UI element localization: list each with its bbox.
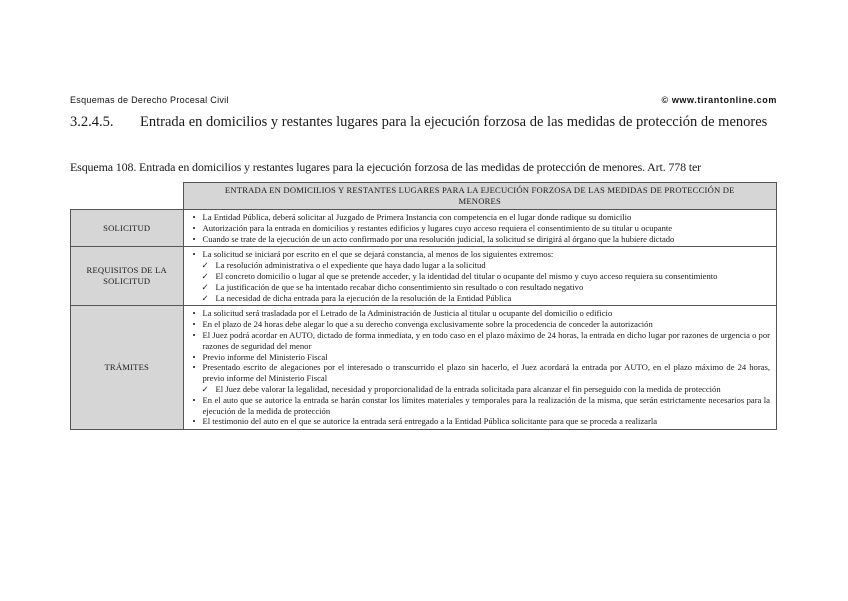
bullet-list <box>190 308 771 427</box>
check-item-text: El concreto domicilio o lugar al que se pretende acceder, y la identidad del titular o ocupante del mismo y cuyo acceso requiera su consentimiento <box>215 270 718 281</box>
list-item-text: Previo informe del Ministerio Fiscal <box>202 351 328 362</box>
section-title: Entrada en domicilios y restantes lugares para la ejecución forzosa de las medidas de protección de menores <box>140 114 768 130</box>
empty-corner-cell <box>71 183 184 210</box>
check-item-text: La justificación de que se ha intentado recabar dicho consentimiento sin resultado o con resultado negativo <box>215 281 584 292</box>
list-item <box>190 416 771 427</box>
list-item-text: Presentado escrito de alegaciones por el interesado o transcurrido el plazo sin hacerlo, el Juez acordará la entrada por AUTO, en el plazo máximo de 24 horas, previo informe del Ministerio Fiscal <box>202 362 770 384</box>
list-item-text: Autorización para la entrada en domicilios y restantes edificios y lugares cuyo acceso requiera el consentimiento de su titular u ocupante <box>202 222 673 233</box>
list-item <box>190 212 771 223</box>
list-item-text: La solicitud será trasladada por el Letrado de la Administración de Justicia al titular u ocupante del domicilio o edificio <box>202 308 613 319</box>
list-item-text: La Entidad Pública, deberá solicitar al Juzgado de Primera Instancia con competencia en el lugar donde radique su domicilio <box>202 212 632 222</box>
row-label: REQUISITOS DE LA SOLICITUD <box>71 247 184 306</box>
bullet-list <box>190 212 771 244</box>
table-title: ENTRADA EN DOMICILIOS Y RESTANTES LUGARES PARA LA EJECUCIÓN FORZOSA DE LAS MEDIDAS DE PROTECCIÓN DE MENORES <box>183 183 777 210</box>
list-item <box>190 362 771 384</box>
header-book-title: Esquemas de Derecho Procesal Civil <box>70 95 229 105</box>
list-item <box>190 352 771 363</box>
running-header <box>70 95 777 105</box>
list-item <box>190 319 771 330</box>
list-item-text: La solicitud se iniciará por escrito en el que se dejará constancia, al menos de los siguientes extremos: <box>202 249 554 260</box>
check-item-text: La necesidad de dicha entrada para la ejecución de la resolución de la Entidad Pública <box>215 292 512 303</box>
check-list <box>190 384 771 395</box>
header-copyright: © www.tirantonline.com <box>661 95 777 105</box>
table-row <box>71 306 777 430</box>
row-content <box>183 306 777 430</box>
list-item-text: El Juez podrá acordar en AUTO, dictado de forma inmediata, y en todo caso en el plazo máximo de 24 horas, la entrada en dicho lugar por razones de urgencia o por razones de seguridad del menor <box>202 329 770 351</box>
check-list <box>190 260 771 303</box>
check-item <box>190 384 771 395</box>
check-item <box>190 293 771 304</box>
list-item-text: En el plazo de 24 horas debe alegar lo que a su derecho convenga exclusivamente sobre la procedencia de conceder la autorización <box>202 319 653 330</box>
row-label: TRÁMITES <box>71 306 184 430</box>
table-row <box>71 247 777 306</box>
list-item <box>190 308 771 319</box>
check-item-text: La resolución administrativa o el expediente que haya dado lugar a la solicitud <box>215 260 486 271</box>
check-item <box>190 260 771 271</box>
list-item <box>190 234 771 245</box>
table-header-row <box>71 183 777 210</box>
list-item <box>190 223 771 234</box>
check-item <box>190 271 771 282</box>
scheme-caption: Esquema 108. Entrada en domicilios y restantes lugares para la ejecución forzosa de las medidas de protección de menores. Art. 778 ter <box>70 160 702 174</box>
table-body <box>71 210 777 430</box>
list-item <box>190 330 771 352</box>
scheme-table <box>70 182 777 430</box>
list-item <box>190 249 771 260</box>
row-content <box>183 247 777 306</box>
check-item-text: El Juez debe valorar la legalidad, necesidad y proporcionalidad de la entrada solicitada para alcanzar el fin perseguido con la medida de protección <box>215 383 721 394</box>
row-label: SOLICITUD <box>71 210 184 247</box>
list-item <box>190 395 771 417</box>
row-content <box>183 210 777 247</box>
list-item-text: Cuando se trate de la ejecución de un acto confirmado por una resolución judicial, la solicitud se dirigirá al órgano que la hubiere dictado <box>202 233 675 244</box>
list-item-text: En el auto que se autorice la entrada se harán constar los límites materiales y temporales para la realización de la misma, que serán estrictamente necesarios para la ejecución de la medida de protección <box>202 394 770 416</box>
check-item <box>190 282 771 293</box>
list-item-text: El testimonio del auto en el que se autorice la entrada será entregado a la Entidad Pública solicitante para que se proceda a realizarla <box>202 416 658 427</box>
bullet-list <box>190 249 771 303</box>
section-heading <box>70 113 780 132</box>
section-number: 3.2.4.5. <box>70 114 114 130</box>
table-row <box>71 210 777 247</box>
